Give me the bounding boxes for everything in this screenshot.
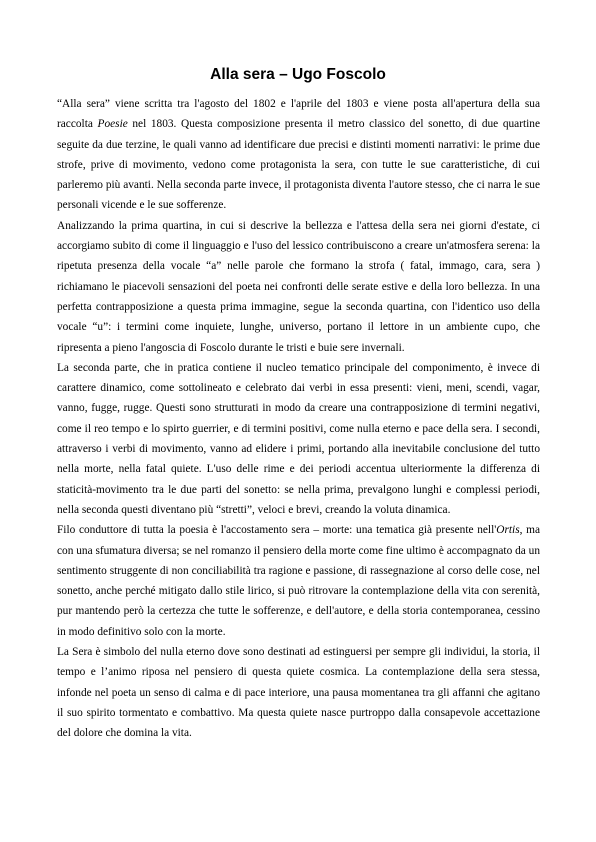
paragraph-text: Analizzando la prima quartina, in cui si descrive la bellezza e l'attesa della sera nei giorni d'estate, ci accorgiamo subito di come il linguaggio e l'uso del lessico contribuiscono a creare un'atmosfera serena: la ripetuta presenza della vocale “a” nelle parole che formano la strofa ( fatal, immago, cara, sera ) richiamano le piacevoli sensazioni del poeta nei confronti delle serate estive e della loro bellezza. In una perfetta contrapposizione a questa prima immagine, segue la seconda quartina, con l'identico uso della vocale “u”: i termini come inquiete, lunghe, universo, portano il lettore in un ambiente cupo, che ripresenta a pieno l'angoscia di Foscolo durante le tristi e buie sere invernali.	[57, 219, 540, 354]
paragraph-text: nel 1803. Questa composizione presenta il metro classico del sonetto, di due quartine seguite da due terzine, le quali vanno ad identificare due precisi e distinti momenti narrativi: le prime due strofe, prive di movimento, vedono come protagonista la sera, con tutte le sue caratteristiche, di cui parleremo più avanti. Nella seconda parte invece, il protagonista diventa l'autore stesso, che ci narra le sue personali vicende e le sue sofferenze.	[57, 118, 540, 212]
emphasized-title-ortis: Ortis	[496, 524, 520, 537]
paragraph-conclusion	[57, 642, 540, 743]
document-body	[57, 94, 540, 744]
paragraph-second-part	[57, 358, 540, 520]
paragraph-text: , ma con una sfumatura diversa; se nel romanzo il pensiero della morte come fine ultimo è accompagnato da un sentimento struggente di non conciliabilità tra ragione e passione, di rassegnazione al corso delle cose, nel sonetto, anche perché mitigato dallo stile lirico, si può ritrovare la contemplazione della vita con serenità, pur mantendo però la certezza che tutte le sofferenze, e dell'autore, e della storia contemporanea, cessino in modo definitivo solo con la morte.	[57, 524, 540, 638]
emphasized-title-poesie: Poesie	[97, 118, 128, 131]
paragraph-text: Filo conduttore di tutta la poesia è l'accostamento sera – morte: una tematica già presente nell'	[57, 524, 497, 537]
paragraph-intro	[57, 94, 540, 216]
page-title: Alla sera – Ugo Foscolo	[210, 66, 386, 83]
paragraph-evening-death	[57, 520, 540, 642]
paragraph-text: “Alla sera” viene scritta tra l'agosto del 1802 e l'aprile del 1803 e viene posta all'apertura della sua raccolta	[57, 98, 540, 131]
paragraph-first-quatrain	[57, 216, 540, 358]
paragraph-text: La Sera è simbolo del nulla eterno dove sono destinati ad estinguersi per sempre gli individui, la storia, il tempo e l’animo riposa nel pensiero di questa quiete cosmica. La contemplazione della sera stessa, infonde nel poeta un senso di calma e di pace interiore, una pausa momentanea tra gli affanni che agitano il suo spirito tormentato e combattivo. Ma questa quiete nasce purtroppo dalla consapevole accettazione del dolore che domina la vita.	[57, 646, 540, 740]
paragraph-text: La seconda parte, che in pratica contiene il nucleo tematico principale del componimento, è invece di carattere dinamico, come sottolineato e celebrato dai verbi in essa presenti: vieni, meni, scendi, vagar, vanno, fugge, rugge. Questi sono strutturati in modo da creare una contrapposizione di termini negativi, come il reo tempo e lo spirto guerrier, e di termini positivi, come nulla eterno e pace della sera. I secondi, attraverso i verbi di movimento, vanno ad elidere i primi, portando alla inevitabile conclusione del tutto nella morte, nella fatal quiete. L'uso delle rime e dei periodi accentua ulteriormente la differenza di staticità-movimento tra le due parti del sonetto: se nella prima, prevalgono lunghi e complessi periodi, nella seconda questi diventano più “stretti”, veloci e brevi, creando la voluta dinamica.	[57, 361, 540, 516]
